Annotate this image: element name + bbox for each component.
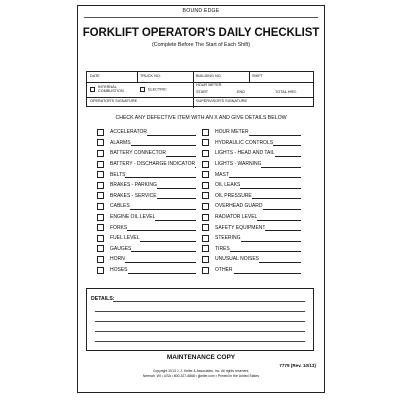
copyright-text: Copyright 2013 J. J. Keller & Associates, Inc. All rights reserved. [152, 369, 250, 373]
checklist-item[interactable] [97, 267, 202, 274]
checklist-item-label: UNUSUAL NOISES [215, 256, 259, 263]
checklist-item[interactable] [202, 171, 307, 178]
checklist-item-label: STEERING [215, 235, 241, 242]
checklist-item-label: FORKS [110, 224, 128, 231]
checklist-row [97, 159, 307, 170]
item-rule-line [230, 245, 301, 252]
checklist-item[interactable] [202, 161, 307, 168]
shift-field[interactable]: SHIFT [252, 74, 263, 78]
checklist-item-label: HOSES [110, 267, 128, 274]
checklist-item[interactable] [97, 182, 202, 189]
defect-checkbox[interactable] [202, 224, 209, 231]
checklist-item[interactable] [202, 182, 307, 189]
checklist-row [97, 191, 307, 202]
item-rule-line [125, 171, 196, 178]
defect-checkbox[interactable] [97, 224, 104, 231]
defect-checkbox[interactable] [97, 171, 104, 178]
item-rule-line [273, 139, 301, 146]
checklist-item[interactable] [202, 267, 307, 274]
electric-label: ELECTRIC [148, 87, 167, 92]
details-line[interactable] [113, 301, 305, 302]
defect-checkbox[interactable] [97, 139, 104, 146]
checklist-item[interactable] [97, 150, 202, 157]
item-rule-line [131, 139, 196, 146]
checklist-item-label: HOUR METER [215, 129, 249, 136]
combustion-label: COMBUSTION [98, 89, 124, 93]
item-rule-line [195, 161, 196, 168]
checklist-item-label: LIGHTS - HEAD AND TAIL [215, 150, 275, 157]
item-rule-line [157, 192, 196, 199]
defect-checkbox[interactable] [97, 235, 104, 242]
checklist-item-label: BATTERY CONNECTOR [110, 150, 167, 157]
checklist-item-label: FUEL LEVEL [110, 235, 140, 242]
details-line[interactable] [95, 321, 305, 322]
checklist-form [77, 5, 325, 393]
internal-combustion-checkbox[interactable] [90, 87, 95, 92]
grid-divider [249, 72, 250, 82]
checklist-row [97, 169, 307, 180]
item-rule-line [275, 150, 301, 157]
checklist-item-label: MAST [215, 171, 229, 178]
defect-checkbox[interactable] [97, 150, 104, 157]
checklist-item-label: ACCELERATOR [110, 129, 148, 136]
item-rule-line [257, 214, 301, 221]
defect-checkbox[interactable] [97, 214, 104, 221]
form-subtitle: (Complete Before The Start of Each Shift) [152, 42, 250, 48]
details-label: DETAILS: [91, 296, 115, 302]
item-rule-line [252, 192, 301, 199]
checklist-item-label: BRAKES - PARKING [110, 182, 157, 189]
details-line[interactable] [95, 331, 305, 332]
checklist-item[interactable] [202, 235, 307, 242]
internal-combustion-option[interactable] [90, 85, 124, 93]
item-rule-line [155, 214, 196, 221]
checklist-item-label: ALARMS [110, 139, 131, 146]
checklist-item[interactable] [97, 245, 202, 252]
defect-checkbox[interactable] [202, 171, 209, 178]
checklist-item[interactable] [97, 203, 202, 210]
checklist-item-label: CABLES [110, 203, 130, 210]
item-rule-line [166, 150, 196, 157]
checklist-row [97, 138, 307, 149]
checklist-row [97, 201, 307, 212]
supervisor-signature-field[interactable]: SUPERVISOR'S SIGNATURE [196, 99, 248, 103]
checklist-row [97, 233, 307, 244]
checklist-item[interactable] [202, 245, 307, 252]
item-rule-line [241, 235, 301, 242]
item-rule-line [140, 235, 196, 242]
electric-checkbox[interactable] [140, 87, 145, 92]
item-rule-line [240, 182, 301, 189]
defect-checkbox[interactable] [97, 203, 104, 210]
defect-checkbox[interactable] [202, 267, 209, 274]
item-rule-line [157, 182, 196, 189]
defect-checkbox[interactable] [97, 256, 104, 263]
total-hrs-field[interactable]: TOTAL HRS. [275, 90, 297, 94]
grid-divider [137, 72, 138, 82]
item-rule-line [131, 245, 196, 252]
details-line[interactable] [95, 311, 305, 312]
checklist-item[interactable] [97, 139, 202, 146]
defect-checkbox[interactable] [97, 267, 104, 274]
checklist-item-label: BELTS [110, 171, 126, 178]
other-input-line[interactable] [234, 267, 302, 274]
header-fields-grid [86, 71, 314, 107]
building-no-field[interactable]: BUILDING NO. [196, 74, 222, 78]
defect-checkbox[interactable] [202, 182, 209, 189]
checklist-row [97, 148, 307, 159]
checklist-item[interactable] [202, 224, 307, 231]
checklist-item-label: LIGHTS - WARNING [215, 161, 262, 168]
checklist-item-label: HORN [110, 256, 125, 263]
checklist-item-label: RADIATOR LEVEL [215, 214, 258, 221]
checklist-row [97, 222, 307, 233]
address-text: Neenah, WI • USA • 800-327-6868 • jjkeller.com • Printed in the United States [142, 374, 260, 378]
item-rule-line [263, 203, 301, 210]
defect-checkbox[interactable] [202, 203, 209, 210]
internal-label: INTERNAL [98, 85, 117, 89]
item-rule-line [259, 256, 301, 263]
defect-checkbox[interactable] [97, 182, 104, 189]
item-rule-line [147, 129, 196, 136]
operator-signature-field[interactable]: OPERATOR'S SIGNATURE [90, 99, 138, 103]
instruction-text: CHECK ANY DEFECTIVE ITEM WITH AN X AND GIVE DETAILS BELOW [115, 115, 287, 121]
checklist-item-label: OIL PRESSURE [215, 192, 252, 199]
maintenance-copy-label: MAINTENANCE COPY [166, 354, 236, 361]
item-rule-line [127, 224, 196, 231]
truck-no-field[interactable]: TRUCK NO. [140, 74, 161, 78]
bound-edge-divider [84, 17, 318, 18]
defect-checkbox[interactable] [97, 192, 104, 199]
checklist-item-label: OTHER [215, 267, 233, 274]
checklist-item-label: BATTERY - DISCHARGE INDICATOR [110, 161, 196, 168]
checklist-item[interactable] [202, 129, 307, 136]
checklist-item[interactable] [202, 139, 307, 146]
checklist-item[interactable] [97, 214, 202, 221]
item-rule-line [261, 161, 301, 168]
defect-checkbox[interactable] [97, 161, 104, 168]
item-rule-line [130, 203, 196, 210]
checklist-row [97, 244, 307, 255]
checklist-item-label: SAFETY EQUIPMENT [215, 224, 266, 231]
end-field[interactable]: END [237, 90, 246, 94]
defect-checkbox[interactable] [202, 245, 209, 252]
hour-meter-label: HOUR METER [196, 83, 222, 87]
date-field[interactable]: DATE [90, 74, 100, 78]
defect-checkbox[interactable] [202, 235, 209, 242]
bound-edge-label: BOUND EDGE [182, 8, 220, 14]
checklist-row [97, 254, 307, 265]
defect-checkbox[interactable] [202, 192, 209, 199]
checklist-item-label: ENGINE OIL LEVEL [110, 214, 156, 221]
checklist-item-label: OIL LEAKS [215, 182, 241, 189]
checklist-item[interactable] [97, 129, 202, 136]
item-rule-line [249, 129, 301, 136]
defect-checkbox[interactable] [97, 245, 104, 252]
checklist-item[interactable] [202, 150, 307, 157]
details-section[interactable] [86, 288, 314, 351]
checklist-item[interactable] [97, 161, 202, 168]
defect-checkbox[interactable] [202, 161, 209, 168]
defect-checkbox[interactable] [97, 129, 104, 136]
form-number: 7779 (Rev. 10/13) [279, 363, 316, 368]
checklist-item[interactable] [202, 203, 307, 210]
checklist-item[interactable] [97, 256, 202, 263]
checklist-item[interactable] [97, 171, 202, 178]
item-rule-line [128, 267, 196, 274]
checklist-item-label: GAUGES [110, 245, 132, 252]
checklist-item[interactable] [202, 192, 307, 199]
grid-divider [87, 97, 313, 98]
checklist-row [97, 212, 307, 223]
defect-checkbox[interactable] [202, 150, 209, 157]
checklist-item[interactable] [97, 235, 202, 242]
item-rule-line [265, 224, 301, 231]
form-title: FORKLIFT OPERATOR'S DAILY CHECKLIST [82, 27, 320, 39]
defect-checkbox[interactable] [202, 214, 209, 221]
item-rule-line [125, 256, 196, 263]
defect-checkbox[interactable] [202, 256, 209, 263]
defect-checkbox[interactable] [202, 129, 209, 136]
checklist-items [97, 127, 307, 275]
details-line[interactable] [95, 341, 305, 342]
checklist-item-label: OVERHEAD GUARD [215, 203, 263, 210]
checklist-row [97, 265, 307, 276]
checklist-item[interactable] [202, 256, 307, 263]
checklist-item[interactable] [202, 214, 307, 221]
defect-checkbox[interactable] [202, 139, 209, 146]
grid-divider [193, 72, 194, 108]
checklist-row [97, 180, 307, 191]
item-rule-line [229, 171, 301, 178]
checklist-item-label: HYDRAULIC CONTROLS [215, 139, 274, 146]
electric-option[interactable] [140, 87, 167, 92]
checklist-item-label: BRAKES - SERVICE [110, 192, 157, 199]
checklist-item-label: TIRES [215, 245, 230, 252]
checklist-row [97, 127, 307, 138]
start-field[interactable]: START [196, 90, 209, 94]
checklist-item[interactable] [97, 192, 202, 199]
checklist-item[interactable] [97, 224, 202, 231]
